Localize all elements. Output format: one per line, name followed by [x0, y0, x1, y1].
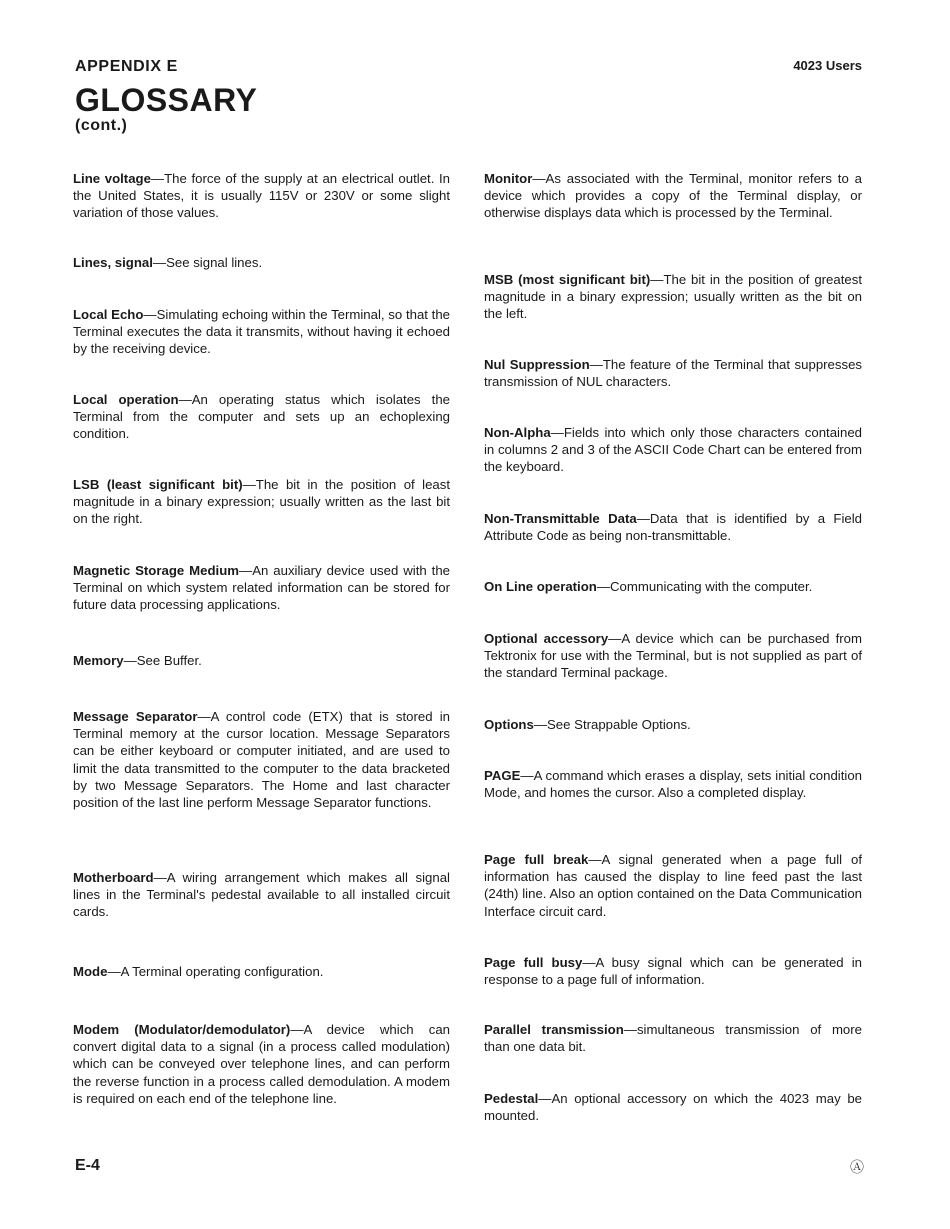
glossary-definition: —The feature of the Terminal that suppresses transmission of NUL characters.	[484, 357, 862, 390]
glossary-term: Nul Suppression	[484, 357, 590, 372]
glossary-term: Non-Transmittable Data	[484, 511, 637, 526]
glossary-definition: —A Terminal operating configuration.	[107, 964, 324, 979]
glossary-definition: —A control code (ETX) that is stored in Terminal memory at the cursor location. Message Separators can be either keyboard or computer initiated, and are used to limit the data transmitted to the computer to the data bracketed by two Message Separators. The Home and last character position of the last line perform Message Separator functions.	[73, 709, 450, 811]
glossary-term: Lines, signal	[73, 255, 153, 270]
glossary-term: Local operation	[73, 392, 179, 407]
glossary-entry	[484, 578, 862, 595]
glossary-term: Modem (Modulator/demodulator)	[73, 1022, 291, 1037]
glossary-entry	[484, 954, 862, 988]
glossary-entry	[73, 708, 450, 811]
glossary-term: Pedestal	[484, 1091, 539, 1106]
glossary-definition: —Simulating echoing within the Terminal, so that the Terminal executes the data it transmits, without having it echoed by the receiving device.	[73, 307, 450, 357]
glossary-entry	[73, 476, 450, 528]
glossary-term: Message Separator	[73, 709, 198, 724]
glossary-term: PAGE	[484, 768, 521, 783]
glossary-entry	[73, 869, 450, 921]
glossary-definition: —A wiring arrangement which makes all signal lines in the Terminal's pedestal available to all installed circuit cards.	[73, 870, 450, 920]
glossary-definition: —A signal generated when a page full of information has caused the display to line feed past the last (24th) line. Also an option contained on the Data Communication Interface circuit card.	[484, 852, 862, 919]
glossary-definition: —The bit in the position of least magnitude in a binary expression; usually written as the last bit on the right.	[73, 477, 451, 527]
glossary-term: Motherboard	[73, 870, 154, 885]
glossary-definition: —Communicating with the computer.	[596, 579, 813, 594]
glossary-entry	[73, 562, 450, 614]
glossary-entry	[73, 306, 450, 358]
glossary-definition: —A device which can convert digital data to a signal (in a process called modulation) which can be conveyed over telephone lines, and can perform the reverse function in a process called demodulation. A modem is required on each end of the telephone line.	[73, 1022, 450, 1106]
glossary-definition: —Fields into which only those characters contained in columns 2 and 3 of the ASCII Code Chart can be entered from the keyboard.	[484, 425, 862, 475]
glossary-definition: —An optional accessory on which the 4023 may be mounted.	[484, 1091, 862, 1124]
glossary-definition: —The force of the supply at an electrical outlet. In the United States, it is usually 115V or 230V or some slight variation of those values.	[73, 171, 450, 221]
glossary-entry	[484, 170, 862, 222]
glossary-entry	[73, 254, 450, 271]
glossary-definition: —simultaneous transmission of more than one data bit.	[484, 1022, 862, 1055]
glossary-term: Non-Alpha	[484, 425, 551, 440]
page-title: GLOSSARY	[75, 82, 258, 118]
glossary-entry	[484, 767, 862, 801]
appendix-label: APPENDIX E	[75, 58, 178, 75]
manual-name: 4023 Users	[793, 58, 862, 73]
glossary-entry	[484, 1021, 862, 1055]
glossary-definition: —See signal lines.	[152, 255, 263, 270]
glossary-definition: —See Strappable Options.	[533, 717, 691, 732]
glossary-term: Line voltage	[73, 171, 151, 186]
page-number: E-4	[75, 1157, 100, 1174]
glossary-entry	[73, 652, 450, 669]
glossary-term: Monitor	[484, 171, 533, 186]
glossary-entry	[484, 271, 862, 323]
glossary-entry	[73, 391, 450, 443]
glossary-term: Page full busy	[484, 955, 583, 970]
glossary-term: Mode	[73, 964, 108, 979]
page-subtitle: (cont.)	[75, 117, 128, 134]
glossary-entry	[484, 851, 862, 920]
glossary-term: Local Echo	[73, 307, 144, 322]
glossary-definition: —An auxiliary device used with the Terminal on which system related information can be stored for future data processing applications.	[73, 563, 450, 613]
glossary-term: On Line operation	[484, 579, 597, 594]
glossary-term: Page full break	[484, 852, 589, 867]
glossary-definition: —A command which erases a display, sets initial condition Mode, and homes the cursor. Also a completed display.	[484, 768, 862, 801]
glossary-definition: —A busy signal which can be generated in response to a page full of information.	[484, 955, 862, 988]
glossary-term: Parallel transmission	[484, 1022, 624, 1037]
glossary-definition: —See Buffer.	[123, 653, 202, 668]
glossary-entry	[73, 963, 450, 980]
glossary-term: Options	[484, 717, 534, 732]
glossary-entry	[484, 424, 862, 476]
glossary-entry	[484, 510, 862, 544]
glossary-definition: —The bit in the position of greatest magnitude in a binary expression; usually written as the bit on the left.	[484, 272, 862, 322]
glossary-definition: —As associated with the Terminal, monitor refers to a device which provides a copy of the Terminal display, or otherwise displays data which is processed by the Terminal.	[484, 171, 862, 221]
glossary-entry	[484, 716, 862, 733]
glossary-term: LSB (least significant bit)	[73, 477, 243, 492]
glossary-entry	[484, 630, 862, 682]
revision-mark: Ⓐ	[850, 1159, 864, 1175]
glossary-entry	[484, 356, 862, 390]
glossary-term: Magnetic Storage Medium	[73, 563, 239, 578]
glossary-term: Memory	[73, 653, 124, 668]
glossary-term: MSB (most significant bit)	[484, 272, 651, 287]
glossary-definition: —A device which can be purchased from Tektronix for use with the Terminal, but is not supplied as part of the standard Terminal package.	[484, 631, 863, 681]
glossary-definition: —An operating status which isolates the Terminal from the computer and sets up an echoplexing condition.	[73, 392, 450, 442]
glossary-entry	[73, 1021, 450, 1107]
glossary-entry	[484, 1090, 862, 1124]
glossary-term: Optional accessory	[484, 631, 609, 646]
glossary-definition: —Data that is identified by a Field Attribute Code as being non-transmittable.	[484, 511, 862, 544]
glossary-entry	[73, 170, 450, 222]
